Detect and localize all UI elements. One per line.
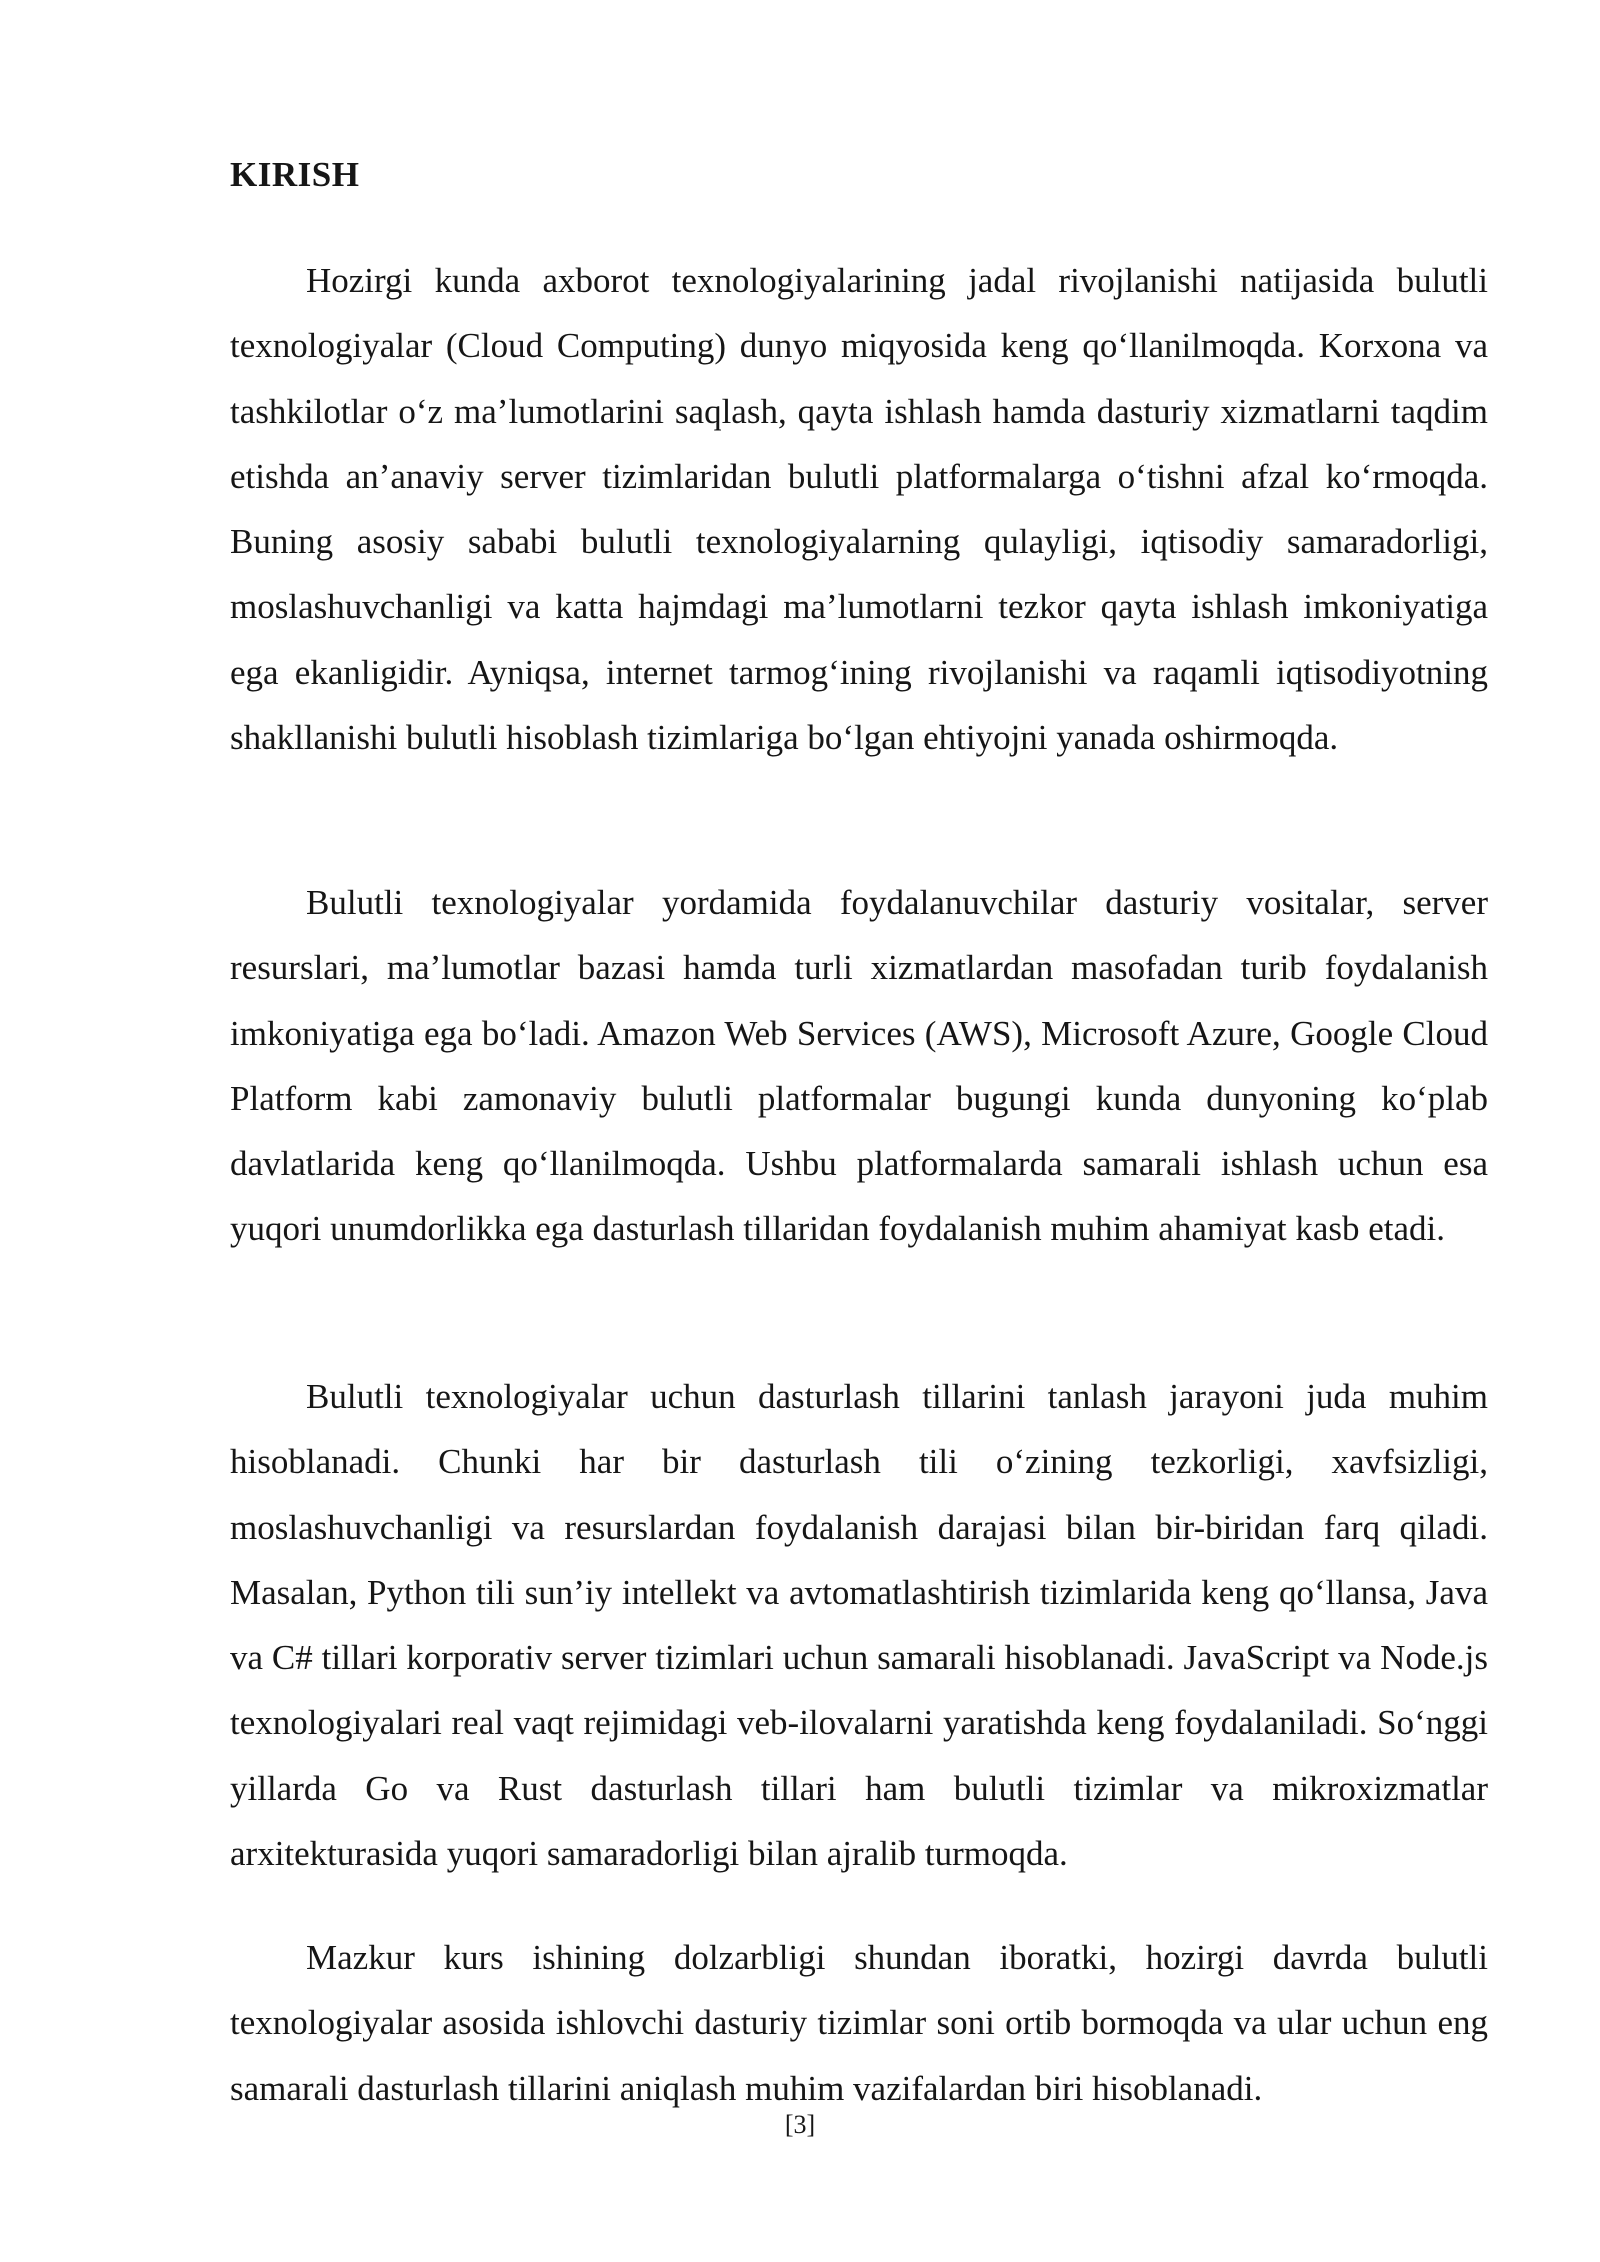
paragraph-3: Bulutli texnologiyalar uchun dasturlash tillarini tanlash jarayoni juda muhim hisoblanadi. Chunki har bir dasturlash tili o‘zining tezkorligi, xavfsizligi, moslashuvchanligi va resurslardan foydalanish darajasi bilan bir-biridan farq qiladi. Masalan, Python tili sun’iy intellekt va avtomatlashtirish tizimlarida keng qo‘llansa, Java va C# tillari korporativ server tizimlari uchun samarali hisoblanadi. JavaScript va Node.js texnologiyalari real vaqt rejimidagi veb-ilovalarni yaratishda keng foydalaniladi. So‘nggi yillarda Go va Rust dasturlash tillari ham bulutli tizimlar va mikroxizmatlar arxitekturasida yuqori samaradorligi bilan ajralib turmoqda. [230,1377,1488,1874]
page-number: [3] [784,2110,816,2139]
paragraph-4: Mazkur kurs ishining dolzarbligi shundan iboratki, hozirgi davrda bulutli texnologiyalar asosida ishlovchi dasturiy tizimlar soni ortib bormoqda va ular uchun eng samarali dasturlash tillarini aniqlash muhim vazifalardan biri hisoblanadi. [230,1938,1488,2108]
paragraph-2: Bulutli texnologiyalar yordamida foydalanuvchilar dasturiy vositalar, server resurslari, ma’lumotlar bazasi hamda turli xizmatlardan masofadan turib foydalanish imkoniyatiga ega bo‘ladi. Amazon Web Services (AWS), Microsoft Azure, Google Cloud Platform kabi zamonaviy bulutli platformalar bugungi kunda dunyoning ko‘plab davlatlarida keng qo‘llanilmoqda. Ushbu platformalarda samarali ishlash uchun esa yuqori unumdorlikka ega dasturlash tillaridan foydalanish muhim ahamiyat kasb etadi. [230,883,1488,1249]
paragraph-1: Hozirgi kunda axborot texnologiyalarining jadal rivojlanishi natijasida bulutli texnologiyalar (Cloud Computing) dunyo miqyosida keng qo‘llanilmoqda. Korxona va tashkilotlar o‘z ma’lumotlarini saqlash, qayta ishlash hamda dasturiy xizmatlarni taqdim etishda an’anaviy server tizimlaridan bulutli platformalarga o‘tishni afzal ko‘rmoqda. Buning asosiy sababi bulutli texnologiyalarning qulayligi, iqtisodiy samaradorligi, moslashuvchanligi va katta hajmdagi ma’lumotlarni tezkor qayta ishlash imkoniyatiga ega ekanligidir. Ayniqsa, internet tarmog‘ining rivojlanishi va raqamli iqtisodiyotning shakllanishi bulutli hisoblash tizimlariga bo‘lgan ehtiyojni yanada oshirmoqda. [230,261,1488,758]
section-heading: KIRISH [230,155,360,194]
